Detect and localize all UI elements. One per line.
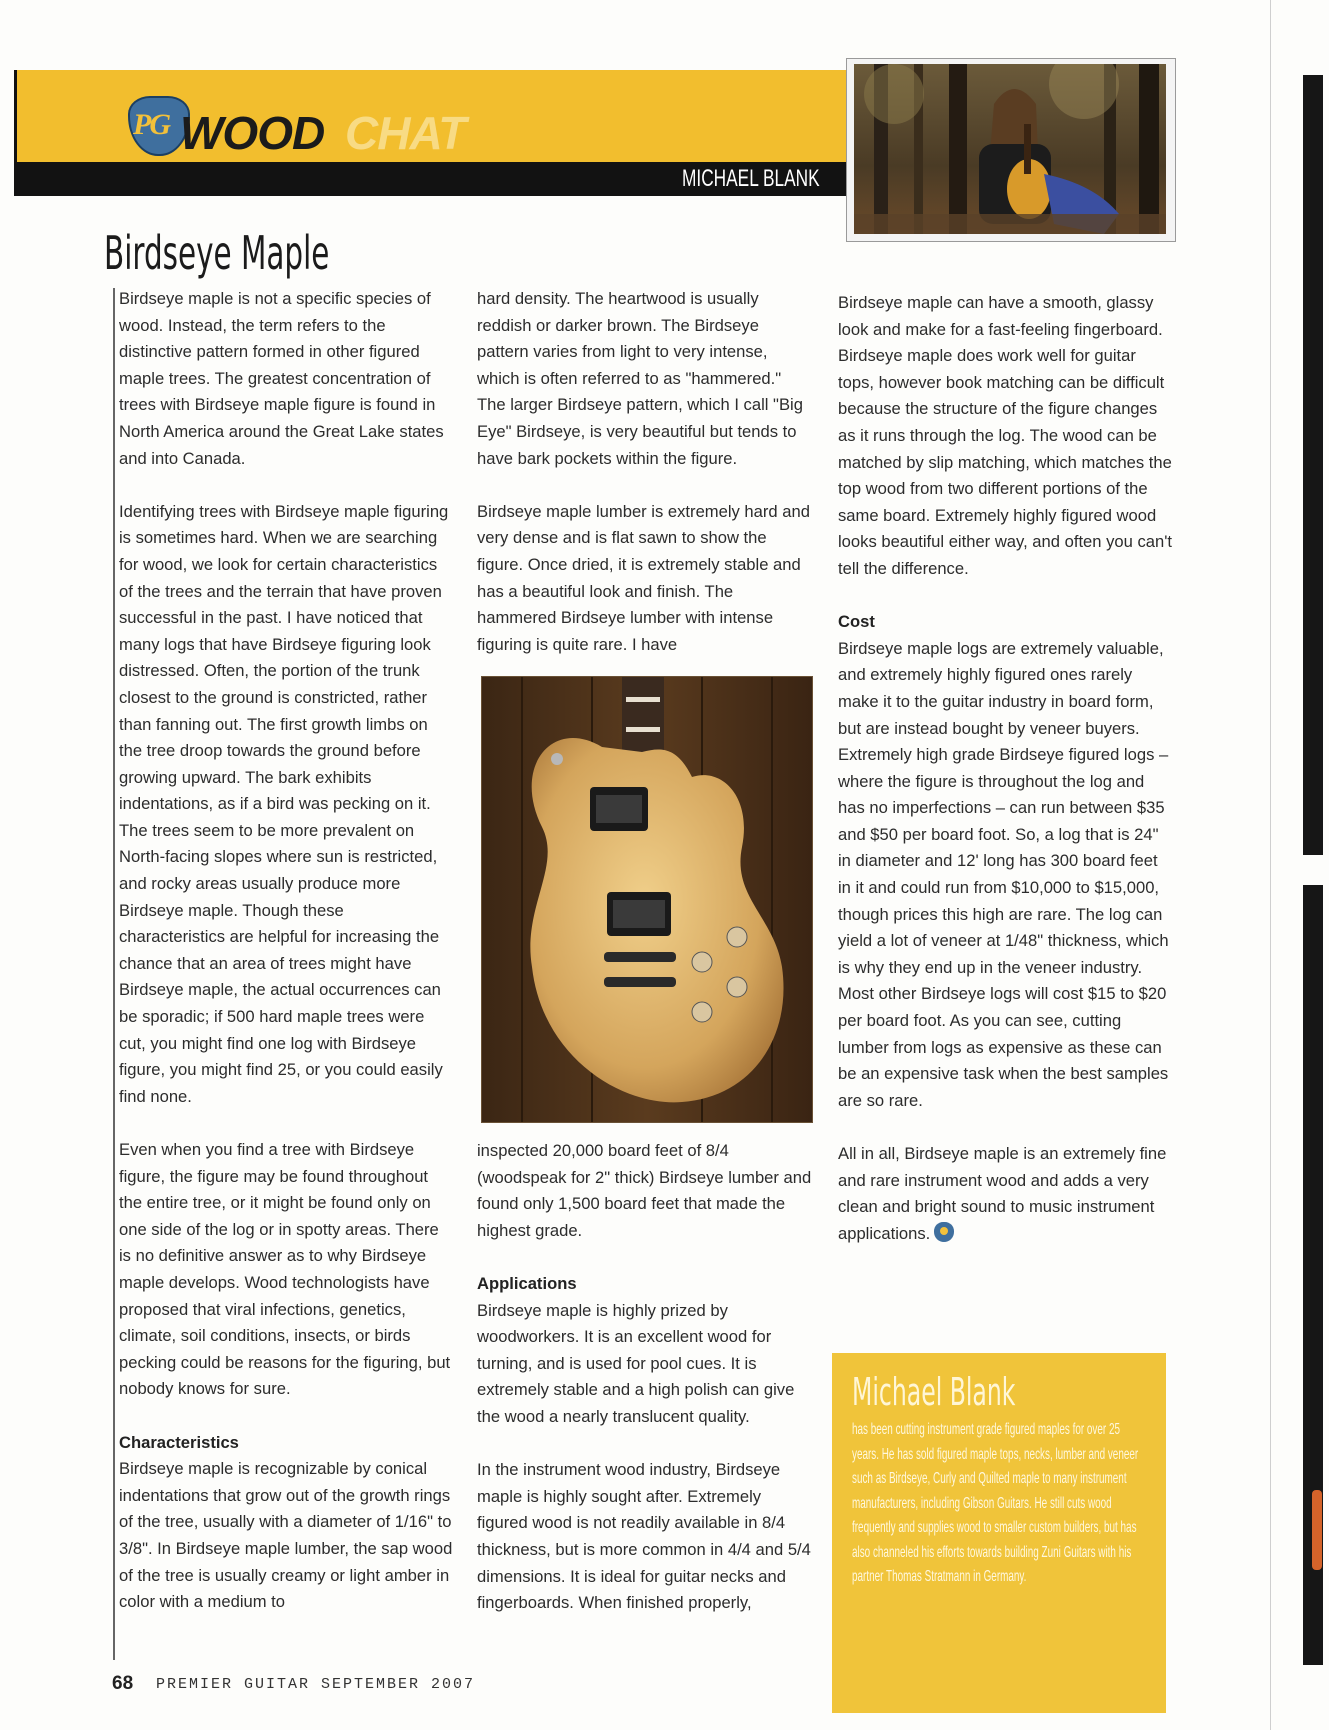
page-number: 68 — [112, 1673, 134, 1694]
paragraph: Birdseye maple is highly prized by woodworkers. It is an excellent wood for turning, and is used for pool cues. It is extremely stable and a high polish can give the wood a nearly translucent quality. — [477, 1300, 795, 1426]
paragraph: hard density. The heartwood is usually reddish or darker brown. The Birdseye pattern varies from light to very intense, which is often referred to as "hammered." The larger Birdseye pattern, which I call "Big Eye" Birdseye, is very beautiful but tends to have bark pockets within the figure. — [477, 289, 803, 468]
logo-chat-text: CHAT — [345, 107, 466, 159]
article-column-1 — [119, 286, 454, 1616]
paragraph: Birdseye maple is not a specific species of wood. Instead, the term refers to the distinctive pattern formed in other figured maple trees. The greatest concentration of trees with Birdseye maple figure is found in North America around the Great Lake states and into Canada. — [119, 289, 444, 468]
section-heading-characteristics: Characteristics — [119, 1432, 239, 1452]
paragraph: Birdseye maple logs are extremely valuable, and extremely highly figured ones rarely make it to the guitar industry in board form, but are instead bought by veneer buyers. Extremely high grade Birdseye figured logs – where the figure is throughout the log and has no imperfections – can run between $35 and $50 per board foot. So, a log that is 24" in diameter and 12' long has 300 board feet in it and could run from $10,000 to $15,000, though prices this high are rare. The log can yield a lot of veneer at 1/48" thickness, which is why they end up in the veneer industry. Most other Birdseye logs will cost $15 to $20 per board foot. As you can see, cutting lumber from logs as expensive as these can be an expensive task when the best samples are so rare. — [838, 638, 1169, 1110]
page-edge-line — [1270, 0, 1271, 1730]
section-heading-cost: Cost — [838, 612, 875, 632]
bio-text: has been cutting instrument grade figured maples for over 25 years. He has sold figured maple tops, necks, lumber and veneer such as Birdseye, Curly and Quilted maple to many instrument manufacturers, including Gibson Guitars. He still cuts wood frequently and supplies wood to smaller custom builders, but has also channeled his efforts towards building Zuni Guitars with his partner Thomas Stratmann in Germany. — [852, 1421, 1139, 1585]
article-title: Birdseye Maple — [104, 226, 330, 280]
adjacent-page-edge-top — [1303, 75, 1323, 855]
closing-text: All in all, Birdseye maple is an extremely fine and rare instrument wood and adds a very clean and bright sound to music instrument applications. — [838, 1144, 1167, 1243]
article-column-3 — [838, 290, 1175, 1247]
closing-paragraph — [838, 1141, 1175, 1247]
bio-author-name: Michael Blank — [852, 1370, 1016, 1414]
paragraph: Identifying trees with Birdseye maple figuring is sometimes hard. When we are searching for wood, we look for certain characteristics of the trees and the terrain that have proven successful in the past. I have noticed that many logs that have Birdseye figuring look distressed. Often, the portion of the trunk closest to the ground is constricted, rather than fanning out. The first growth limbs on the tree droop towards the ground before growing upward. The bark exhibits indentations, as if a bird was pecking on it. The trees seem to be more prevalent on North-facing slopes where sun is restricted, and rocky areas usually produce more Birdseye maple. Though these characteristics are helpful for increasing the chance that an area of trees might have Birdseye maple, the actual occurrences can be sporadic; if 500 hard maple trees were cut, you might find one log with Birdseye figure, you might find 25, or you could easily find none. — [119, 501, 449, 1106]
paragraph: Even when you find a tree with Birdseye figure, the figure may be found throughout the entire tree, or it might be found only on one side of the log or in spotty areas. There is no definitive answer as to why Birdseye maple develops. Wood technologists have proposed that viral infections, genetics, climate, soil conditions, insects, or birds pecking could be reasons for the figuring, but nobody knows for sure. — [119, 1140, 451, 1399]
banner-left-rule — [14, 70, 17, 196]
paragraph: In the instrument wood industry, Birdseye maple is highly sought after. Extremely figured wood is not readily available in 8/4 thickness, but is more common in 4/4 and 5/4 dimensions. It is ideal for guitar necks and fingerboards. When finished properly, — [477, 1460, 811, 1613]
adjacent-page-color-tab — [1312, 1490, 1322, 1570]
column-rule — [113, 288, 115, 1660]
author-byline: MICHAEL BLANK — [682, 165, 820, 192]
paragraph: inspected 20,000 board feet of 8/4 (woodspeak for 2" thick) Birdseye lumber and found only 1,500 board feet that made the highest grade. — [477, 1141, 812, 1240]
logo-wood-text: WOOD — [180, 107, 325, 159]
paragraph: Birdseye maple is recognizable by conical indentations that grow out of the growth rings of the tree, usually with a diameter of 1/16" to 3/8". In Birdseye maple lumber, the sap wood of the tree is usually creamy or light amber in color with a medium to — [119, 1459, 453, 1612]
author-photo — [854, 64, 1166, 234]
paragraph: Birdseye maple lumber is extremely hard and very dense and is flat sawn to show the figure. Once dried, it is extremely stable and has a beautiful look and finish. The hammered Birdseye lumber with intense figuring is quite rare. I have — [477, 501, 810, 654]
guitar-photo — [481, 676, 813, 1123]
article-column-2-top — [477, 286, 812, 658]
section-heading-applications: Applications — [477, 1273, 577, 1293]
logo-pg-text: PG — [133, 108, 169, 141]
paragraph: Birdseye maple can have a smooth, glassy look and make for a fast-feeling fingerboard. Birdseye maple does work well for guitar tops, however book matching can be difficult because the structure of the figure changes as it runs through the log. The wood can be matched by slip matching, which matches the top wood from two different portions of the same board. Extremely highly figured wood looks beautiful either way, and often you can't tell the difference. — [838, 293, 1173, 578]
article-column-2-bottom — [477, 1138, 812, 1617]
magazine-footer: PREMIER GUITAR SEPTEMBER 2007 — [156, 1676, 476, 1693]
pg-end-mark-icon — [934, 1222, 954, 1242]
